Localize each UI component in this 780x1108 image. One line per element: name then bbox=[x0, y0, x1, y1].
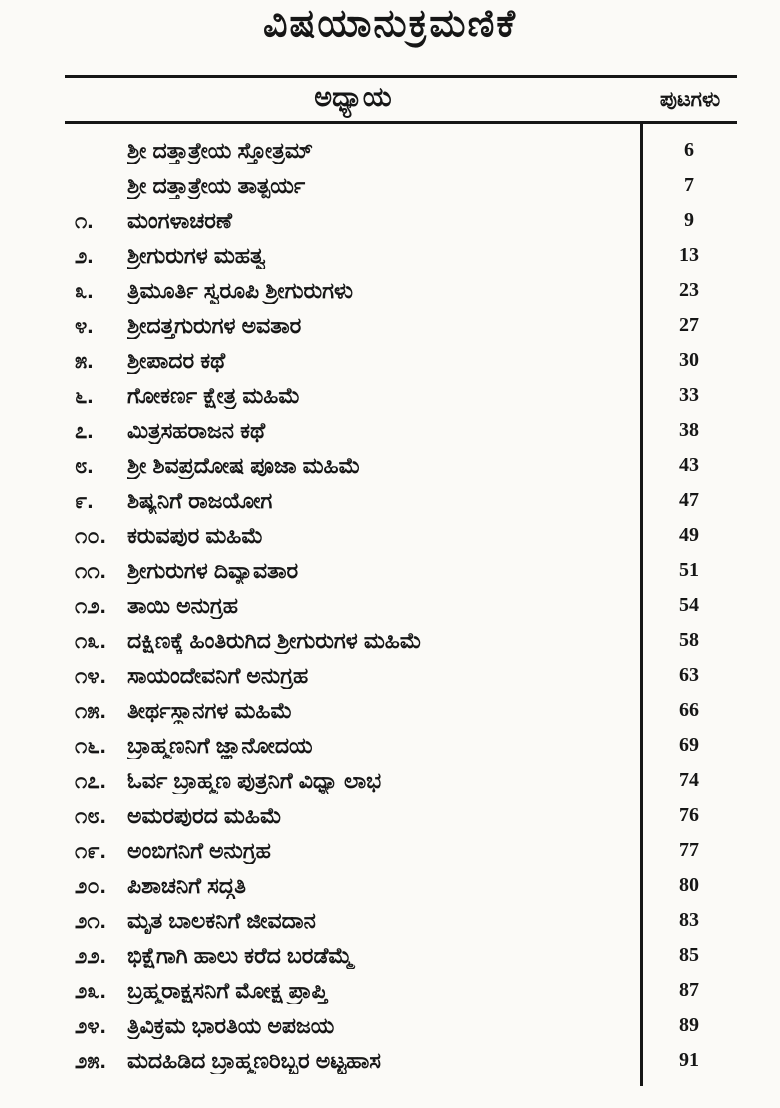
chapter-number: ೫. bbox=[75, 347, 94, 373]
chapter-number: ೨. bbox=[75, 242, 94, 268]
toc-row bbox=[65, 308, 737, 343]
chapter-number: ೨೧. bbox=[75, 907, 106, 933]
page-number: 91 bbox=[679, 1049, 699, 1071]
page-number: 63 bbox=[679, 664, 699, 686]
page-number: 69 bbox=[679, 734, 699, 756]
chapter-title: ತಾಯಿ ಅನುಗ್ರಹ bbox=[127, 592, 238, 618]
chapter-number: ೧೭. bbox=[75, 767, 106, 793]
toc-row bbox=[65, 518, 737, 553]
page-number: 9 bbox=[684, 209, 694, 231]
chapter-title: ಬ್ರಾಹ್ಮಣನಿಗೆ ಜ್ಞಾನೋದಯ bbox=[127, 732, 313, 758]
page-number: 51 bbox=[679, 559, 699, 581]
toc-row bbox=[65, 588, 737, 623]
page-number: 27 bbox=[679, 314, 699, 336]
chapter-number: ೧೯. bbox=[75, 837, 106, 863]
column-header-pages: ಪುಟಗಳು bbox=[659, 88, 721, 111]
chapter-title: ಗೋಕರ್ಣ ಕ್ಷೇತ್ರ ಮಹಿಮೆ bbox=[127, 382, 301, 408]
page-number: 33 bbox=[679, 384, 699, 406]
toc-row bbox=[65, 238, 737, 273]
toc-row bbox=[65, 203, 737, 238]
toc-row bbox=[65, 1043, 737, 1078]
chapter-title: ಭಿಕ್ಷೆಗಾಗಿ ಹಾಲು ಕರೆದ ಬರಡೆಮ್ಮೆ bbox=[127, 942, 354, 968]
chapter-number: ೭. bbox=[75, 417, 94, 443]
chapter-title: ಮೃತ ಬಾಲಕನಿಗೆ ಜೀವದಾನ bbox=[127, 907, 316, 933]
chapter-title: ಶ್ರೀಗುರುಗಳ ಮಹತ್ವ bbox=[127, 242, 266, 268]
chapter-title: ಶ್ರೀ ದತ್ತಾತ್ರೇಯ ತಾತ್ಪರ್ಯ bbox=[127, 172, 306, 198]
toc-rows bbox=[65, 133, 737, 1078]
chapter-title: ಕರುವಪುರ ಮಹಿಮೆ bbox=[127, 522, 264, 548]
page-number: 87 bbox=[679, 979, 699, 1001]
chapter-title: ಅಂಬಿಗನಿಗೆ ಅನುಗ್ರಹ bbox=[127, 837, 271, 863]
toc-row bbox=[65, 133, 737, 168]
page-number: 47 bbox=[679, 489, 699, 511]
table-top-rule bbox=[65, 75, 737, 78]
toc-row bbox=[65, 448, 737, 483]
page-number: 77 bbox=[679, 839, 699, 861]
chapter-title: ಶ್ರೀ ಶಿವಪ್ರದೋಷ ಪೂಜಾ ಮಹಿಮೆ bbox=[127, 452, 361, 478]
toc-row bbox=[65, 763, 737, 798]
toc-row bbox=[65, 938, 737, 973]
chapter-number: ೧೪. bbox=[75, 662, 106, 688]
chapter-title: ಶ್ರೀಪಾದರ ಕಥೆ bbox=[127, 347, 226, 373]
toc-row bbox=[65, 413, 737, 448]
chapter-number: ೨೪. bbox=[75, 1012, 106, 1038]
toc-row bbox=[65, 483, 737, 518]
page-number: 89 bbox=[679, 1014, 699, 1036]
page-number: 83 bbox=[679, 909, 699, 931]
page-number: 13 bbox=[679, 244, 699, 266]
chapter-title: ಮಂಗಳಾಚರಣೆ bbox=[127, 207, 232, 233]
chapter-number: ೪. bbox=[75, 312, 94, 338]
chapter-title: ತ್ರಿವಿಕ್ರಮ ಭಾರತಿಯ ಅಪಜಯ bbox=[127, 1012, 335, 1038]
chapter-title: ತೀರ್ಥಸ್ಥಾನಗಳ ಮಹಿಮೆ bbox=[127, 697, 293, 723]
chapter-title: ಶ್ರೀ ದತ್ತಾತ್ರೇಯ ಸ್ತೋತ್ರಮ್ bbox=[127, 137, 313, 163]
chapter-number: ೧೨. bbox=[75, 592, 106, 618]
chapter-number: ೧೧. bbox=[75, 557, 106, 583]
chapter-number: ೧೩. bbox=[75, 627, 106, 653]
chapter-title: ತ್ರಿಮೂರ್ತಿ ಸ್ವರೂಪಿ ಶ್ರೀಗುರುಗಳು bbox=[127, 277, 353, 303]
chapter-number: ೬. bbox=[75, 382, 94, 408]
chapter-number: ೯. bbox=[75, 487, 94, 513]
toc-row bbox=[65, 973, 737, 1008]
chapter-number: ೧೮. bbox=[75, 802, 106, 828]
chapter-number: ೨೩. bbox=[75, 977, 106, 1003]
toc-row bbox=[65, 553, 737, 588]
page-number: 7 bbox=[684, 174, 694, 196]
toc-row bbox=[65, 903, 737, 938]
page-number: 38 bbox=[679, 419, 699, 441]
chapter-title: ಓರ್ವ ಬ್ರಾಹ್ಮಣ ಪುತ್ರನಿಗೆ ವಿಧ್ಯಾ ಲಾಭ bbox=[127, 767, 382, 793]
toc-row bbox=[65, 833, 737, 868]
toc-row bbox=[65, 693, 737, 728]
chapter-number: ೨೫. bbox=[75, 1047, 106, 1073]
chapter-number: ೨೦. bbox=[75, 872, 106, 898]
table-header-rule bbox=[65, 121, 737, 124]
page-number: 30 bbox=[679, 349, 699, 371]
chapter-number: ೨೨. bbox=[75, 942, 106, 968]
toc-row bbox=[65, 798, 737, 833]
toc-row bbox=[65, 658, 737, 693]
toc-row bbox=[65, 728, 737, 763]
chapter-title: ಶ್ರೀದತ್ತಗುರುಗಳ ಅವತಾರ bbox=[127, 312, 302, 338]
page-number: 80 bbox=[679, 874, 699, 896]
chapter-title: ಶ್ರೀಗುರುಗಳ ದಿವ್ಯಾವತಾರ bbox=[127, 557, 299, 583]
chapter-title: ದಕ್ಷಿಣಕ್ಕೆ ಹಿಂತಿರುಗಿದ ಶ್ರೀಗುರುಗಳ ಮಹಿಮೆ bbox=[127, 627, 422, 653]
page-number: 66 bbox=[679, 699, 699, 721]
column-header-chapter: ಅಧ್ಯಾಯ bbox=[314, 82, 392, 112]
chapter-number: ೧೦. bbox=[75, 522, 106, 548]
toc-row bbox=[65, 378, 737, 413]
toc-row bbox=[65, 1008, 737, 1043]
chapter-number: ೧೫. bbox=[75, 697, 106, 723]
page-number: 54 bbox=[679, 594, 699, 616]
chapter-number: ೧೬. bbox=[75, 732, 106, 758]
page-number: 23 bbox=[679, 279, 699, 301]
toc-row bbox=[65, 273, 737, 308]
chapter-title: ಸಾಯಂದೇವನಿಗೆ ಅನುಗ್ರಹ bbox=[127, 662, 309, 688]
chapter-number: ೧. bbox=[75, 207, 94, 233]
page-number: 43 bbox=[679, 454, 699, 476]
chapter-title: ಅಮರಪುರದ ಮಹಿಮೆ bbox=[127, 802, 282, 828]
chapter-title: ಬ್ರಹ್ಮರಾಕ್ಷಸನಿಗೆ ಮೋಕ್ಷ ಪ್ರಾಪ್ತಿ bbox=[127, 977, 328, 1003]
toc-row bbox=[65, 868, 737, 903]
toc-row bbox=[65, 343, 737, 378]
page-title: ವಿಷಯಾನುಕ್ರಮಣಿಕೆ bbox=[262, 3, 518, 45]
chapter-title: ಪಿಶಾಚನಿಗೆ ಸದ್ಗತಿ bbox=[127, 872, 246, 898]
page-number: 85 bbox=[679, 944, 699, 966]
toc-row bbox=[65, 168, 737, 203]
chapter-number: ೩. bbox=[75, 277, 94, 303]
chapter-number: ೮. bbox=[75, 452, 94, 478]
toc-row bbox=[65, 623, 737, 658]
page-number: 6 bbox=[684, 139, 694, 161]
page-number: 58 bbox=[679, 629, 699, 651]
page-number: 74 bbox=[679, 769, 699, 791]
chapter-title: ಮದಹಿಡಿದ ಬ್ರಾಹ್ಮಣರಿಬ್ಬರ ಅಟ್ಟಹಾಸ bbox=[127, 1047, 381, 1073]
page-number: 49 bbox=[679, 524, 699, 546]
chapter-title: ಮಿತ್ರಸಹರಾಜನ ಕಥೆ bbox=[127, 417, 266, 443]
chapter-title: ಶಿಷ್ಯನಿಗೆ ರಾಜಯೋಗ bbox=[127, 487, 273, 513]
page-number: 76 bbox=[679, 804, 699, 826]
